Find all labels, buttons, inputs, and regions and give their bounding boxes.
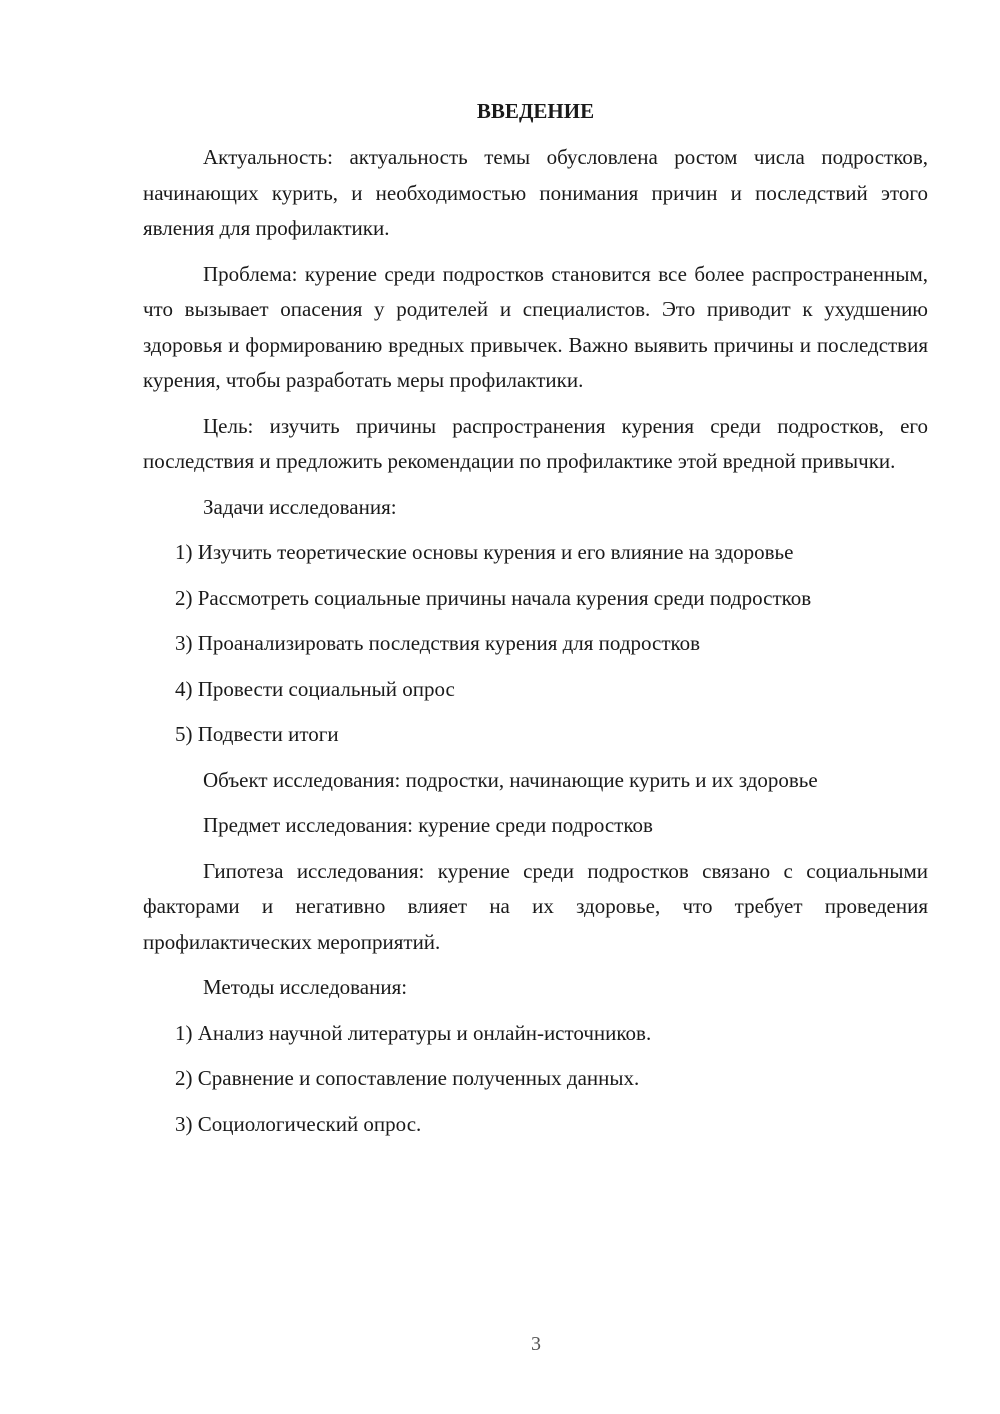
document-body: [143, 140, 928, 1142]
list-item-task-4: 4) Провести социальный опрос: [175, 676, 455, 701]
list-item-task-5: 5) Подвести итоги: [175, 722, 339, 746]
paragraph-methods-heading: Методы исследования:: [203, 975, 408, 999]
list-item-method-2: 2) Сравнение и сопоставление полученных данных.: [175, 1066, 640, 1090]
list-item-task-3: 3) Проанализировать последствия курения для подростков: [175, 631, 701, 655]
section-title: ВВЕДЕНИЕ: [476, 99, 595, 123]
list-item-method-1: 1) Анализ научной литературы и онлайн-источников.: [175, 1020, 652, 1045]
paragraph-goal: Цель: изучить причины распространения курения среди подростков, его последствия и предложить рекомендации по профилактике этой вредной привычки.: [143, 413, 928, 473]
paragraph-subject: Предмет исследования: курение среди подростков: [203, 813, 653, 837]
paragraph-tasks-heading: Задачи исследования:: [203, 494, 397, 519]
paragraph-object: Объект исследования: подростки, начинающие курить и их здоровье: [203, 767, 818, 792]
paragraph-hypothesis: Гипотеза исследования: курение среди подростков связано с социальными факторами и негативно влияет на их здоровье, что требует проведения профилактических мероприятий.: [143, 858, 928, 954]
paragraph-problem: Проблема: курение среди подростков становится все более распространенным, что вызывает опасения у родителей и специалистов. Это приводит к ухудшению здоровья и формированию вредных привычек. Важно выявить причины и последствия курения, чтобы разработать меры профилактики.: [143, 261, 928, 392]
document-page: [143, 96, 928, 1152]
list-item-task-2: 2) Рассмотреть социальные причины начала курения среди подростков: [175, 585, 812, 610]
paragraph-relevance: Актуальность: актуальность темы обусловлена ростом числа подростков, начинающих курить, и необходимостью понимания причин и последствий этого явления для профилактики.: [143, 145, 928, 240]
list-item-task-1: 1) Изучить теоретические основы курения и его влияние на здоровье: [175, 540, 794, 564]
list-item-method-3: 3) Социологический опрос.: [175, 1111, 422, 1136]
page-number: 3: [531, 1333, 541, 1355]
